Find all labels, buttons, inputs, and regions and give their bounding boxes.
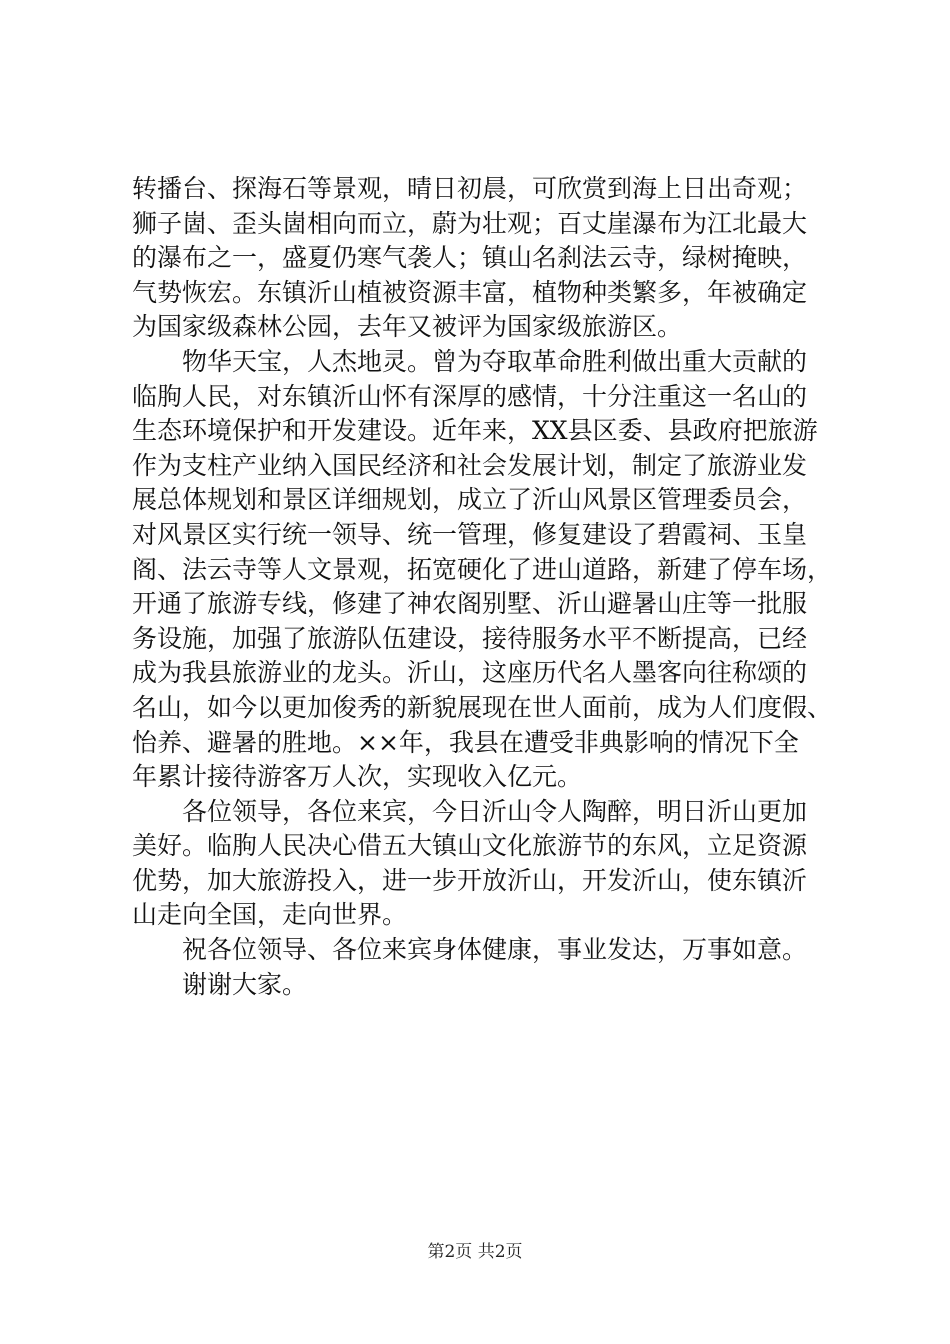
text-line: 狮子崮、歪头崮相向而立，蔚为壮观；百丈崖瀑布为江北最大 (132, 208, 808, 238)
document-body (132, 172, 832, 1002)
text-line: 怡养、避暑的胜地。××年，我县在遭受非典影响的情况下全 (132, 727, 799, 757)
text-line: 阁、法云寺等人文景观，拓宽硬化了进山道路，新建了停车场， (132, 554, 833, 584)
paragraph-start-line: 谢谢大家。 (182, 969, 308, 999)
text-line: 临朐人民，对东镇沂山怀有深厚的感情，十分注重这一名山的 (132, 381, 808, 411)
paragraph-start-line: 物华天宝，人杰地灵。曾为夺取革命胜利做出重大贡献的 (182, 346, 808, 376)
text-line: 展总体规划和景区详细规划，成立了沂山风景区管理委员会， (132, 485, 808, 515)
text-line: 山走向全国，走向世界。 (132, 900, 408, 930)
text-line: 生态环境保护和开发建设。近年来，XX县区委、县政府把旅游 (132, 416, 818, 446)
page-footer: 第2页 共2页 (427, 1242, 523, 1262)
text-line: 务设施，加强了旅游队伍建设，接待服务水平不断提高，已经 (132, 623, 808, 653)
text-line: 为国家级森林公园，去年又被评为国家级旅游区。 (132, 312, 683, 342)
text-line: 转播台、探海石等景观，晴日初晨，可欣赏到海上日出奇观； (132, 174, 808, 203)
text-line: 美好。临朐人民决心借五大镇山文化旅游节的东风，立足资源 (132, 831, 808, 861)
text-line: 对风景区实行统一领导、统一管理，修复建设了碧霞祠、玉皇 (132, 519, 808, 549)
text-line: 作为支柱产业纳入国民经济和社会发展计划，制定了旅游业发 (132, 450, 808, 480)
text-line: 年累计接待游客万人次，实现收入亿元。 (132, 762, 583, 792)
text-line: 开通了旅游专线，修建了神农阁别墅、沂山避暑山庄等一批服 (132, 589, 808, 619)
text-line: 的瀑布之一，盛夏仍寒气袭人；镇山名刹法云寺，绿树掩映， (132, 243, 808, 273)
paragraph-start-line: 祝各位领导、各位来宾身体健康，事业发达，万事如意。 (182, 935, 808, 965)
text-line: 优势，加大旅游投入，进一步开放沂山，开发沂山，使东镇沂 (132, 865, 808, 895)
paragraph-start-line: 各位领导，各位来宾，今日沂山令人陶醉，明日沂山更加 (182, 796, 808, 826)
text-line: 气势恢宏。东镇沂山植被资源丰富，植物种类繁多，年被确定 (132, 277, 808, 307)
text-line: 名山，如今以更加俊秀的新貌展现在世人面前，成为人们度假、 (132, 692, 833, 722)
text-line: 成为我县旅游业的龙头。沂山，这座历代名人墨客向往称颂的 (132, 658, 808, 688)
